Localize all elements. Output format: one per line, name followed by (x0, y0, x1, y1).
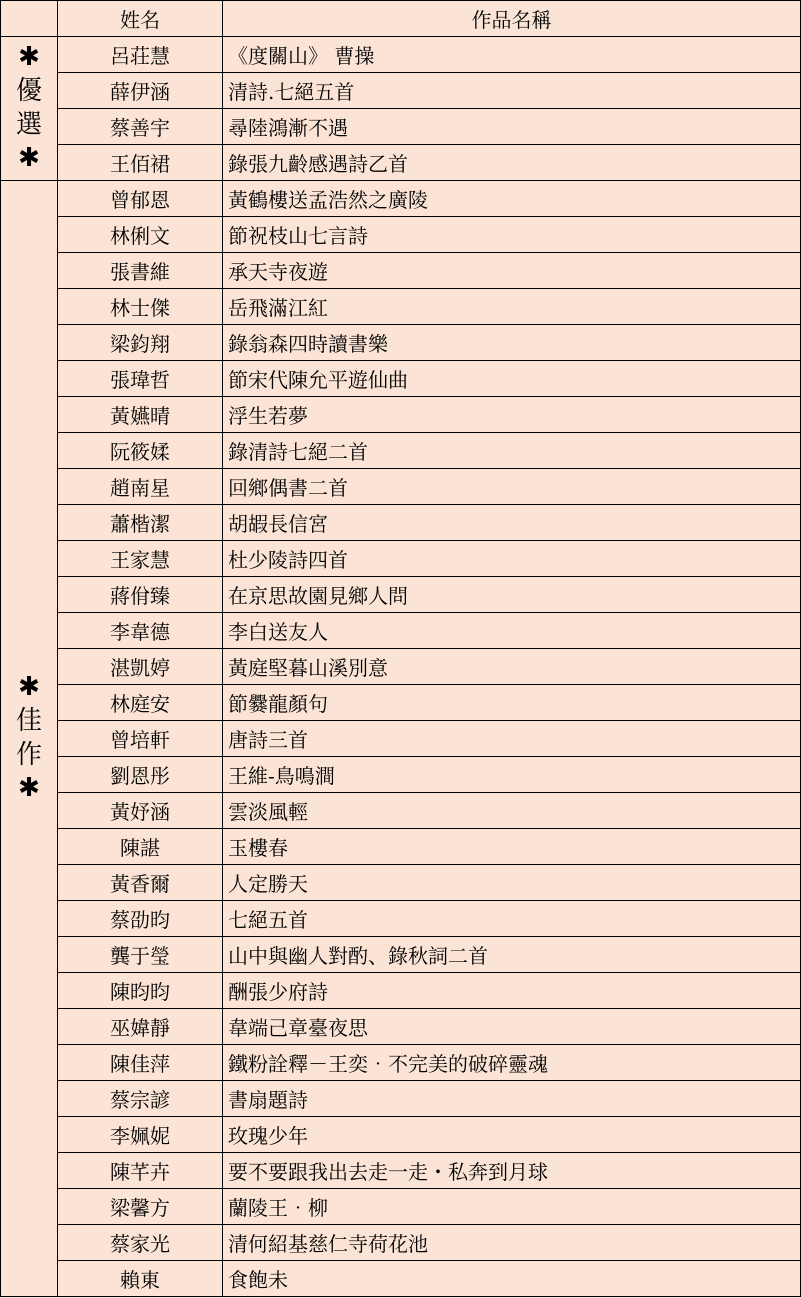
work-title: 岳飛滿江紅 (223, 289, 801, 325)
student-name: 王家慧 (58, 541, 223, 577)
table-row (1, 829, 801, 865)
table-row (1, 793, 801, 829)
table-row (1, 1045, 801, 1081)
work-title: 節祝枝山七言詩 (223, 217, 801, 253)
table-row (1, 433, 801, 469)
student-name: 巫媁靜 (58, 1009, 223, 1045)
student-name: 曾郁恩 (58, 181, 223, 217)
asterisk-icon: ✱ (18, 41, 40, 72)
work-title: 食飽未 (223, 1261, 801, 1297)
table-row (1, 901, 801, 937)
student-name: 呂荘慧 (58, 37, 223, 73)
student-name: 張書維 (58, 253, 223, 289)
table-row (1, 109, 801, 145)
student-name: 蕭楷潔 (58, 505, 223, 541)
table-row (1, 289, 801, 325)
category-char: 作 (15, 739, 42, 770)
student-name: 林庭安 (58, 685, 223, 721)
work-title: 鐵粉詮釋－王奕‧不完美的破碎靈魂 (223, 1045, 801, 1081)
table-row (1, 973, 801, 1009)
work-title: 玫瑰少年 (223, 1117, 801, 1153)
table-row (1, 37, 801, 73)
work-title: 錄張九齡感遇詩乙首 (223, 145, 801, 181)
category-excellent (1, 37, 58, 181)
student-name: 李姵妮 (58, 1117, 223, 1153)
table-row (1, 577, 801, 613)
student-name: 林士傑 (58, 289, 223, 325)
table-row (1, 1009, 801, 1045)
student-name: 黃嬿晴 (58, 397, 223, 433)
work-title: 胡嘏長信宮 (223, 505, 801, 541)
table-row (1, 181, 801, 217)
work-title: 錄清詩七絕二首 (223, 433, 801, 469)
student-name: 龔于瑩 (58, 937, 223, 973)
table-row (1, 505, 801, 541)
table-row (1, 217, 801, 253)
student-name: 賴東 (58, 1261, 223, 1297)
work-title: 唐詩三首 (223, 721, 801, 757)
work-title: 韋端己章臺夜思 (223, 1009, 801, 1045)
table-row (1, 1225, 801, 1261)
work-title: 雲淡風輕 (223, 793, 801, 829)
student-name: 陳芊卉 (58, 1153, 223, 1189)
student-name: 薛伊涵 (58, 73, 223, 109)
student-name: 張瑋哲 (58, 361, 223, 397)
asterisk-icon: ✱ (18, 773, 40, 804)
table-row (1, 613, 801, 649)
student-name: 劉恩彤 (58, 757, 223, 793)
header-row (1, 1, 801, 37)
work-title: 浮生若夢 (223, 397, 801, 433)
work-title: 錄翁森四時讀書樂 (223, 325, 801, 361)
student-name: 蔣佾臻 (58, 577, 223, 613)
work-title: 酬張少府詩 (223, 973, 801, 1009)
table-row (1, 1261, 801, 1297)
table-row (1, 361, 801, 397)
student-name: 李韋德 (58, 613, 223, 649)
work-title: 黃庭堅暮山溪別意 (223, 649, 801, 685)
student-name: 林俐文 (58, 217, 223, 253)
header-blank (1, 1, 58, 37)
student-name: 陳昀昀 (58, 973, 223, 1009)
work-title: 李白送友人 (223, 613, 801, 649)
student-name: 曾培軒 (58, 721, 223, 757)
category-merit (1, 181, 58, 1297)
work-title: 節宋代陳允平遊仙曲 (223, 361, 801, 397)
table-row (1, 1081, 801, 1117)
student-name: 蔡善宇 (58, 109, 223, 145)
table-row (1, 721, 801, 757)
work-title: 節爨龍顏句 (223, 685, 801, 721)
table-row (1, 865, 801, 901)
work-title: 清何紹基慈仁寺荷花池 (223, 1225, 801, 1261)
work-title: 王維-鳥鳴澗 (223, 757, 801, 793)
student-name: 蔡宗諺 (58, 1081, 223, 1117)
category-char: 選 (15, 109, 42, 140)
table-row (1, 1117, 801, 1153)
student-name: 趙南星 (58, 469, 223, 505)
work-title: 回鄉偶書二首 (223, 469, 801, 505)
asterisk-icon: ✱ (18, 143, 40, 174)
header-name: 姓名 (58, 1, 223, 37)
table-row (1, 253, 801, 289)
work-title: 杜少陵詩四首 (223, 541, 801, 577)
student-name: 陳諶 (58, 829, 223, 865)
work-title: 蘭陵王‧柳 (223, 1189, 801, 1225)
student-name: 王佰裙 (58, 145, 223, 181)
student-name: 蔡劭昀 (58, 901, 223, 937)
table-row (1, 73, 801, 109)
table-row (1, 1153, 801, 1189)
table-row (1, 397, 801, 433)
table-row (1, 325, 801, 361)
table-row (1, 649, 801, 685)
category-char: 優 (15, 75, 42, 106)
category-char: 佳 (15, 705, 42, 736)
student-name: 梁鈞翔 (58, 325, 223, 361)
student-name: 黃妤涵 (58, 793, 223, 829)
student-name: 梁馨方 (58, 1189, 223, 1225)
table-row (1, 757, 801, 793)
work-title: 要不要跟我出去走一走・私奔到月球 (223, 1153, 801, 1189)
table-row (1, 145, 801, 181)
table-row (1, 685, 801, 721)
work-title: 尋陸鴻漸不遇 (223, 109, 801, 145)
work-title: 黃鶴樓送孟浩然之廣陵 (223, 181, 801, 217)
work-title: 玉樓春 (223, 829, 801, 865)
work-title: 承天寺夜遊 (223, 253, 801, 289)
work-title: 七絕五首 (223, 901, 801, 937)
table-row (1, 1189, 801, 1225)
work-title: 山中與幽人對酌、錄秋詞二首 (223, 937, 801, 973)
work-title: 清詩.七絕五首 (223, 73, 801, 109)
table-row (1, 541, 801, 577)
student-name: 蔡家光 (58, 1225, 223, 1261)
header-work: 作品名稱 (223, 1, 801, 37)
table-row (1, 937, 801, 973)
work-title: 書扇題詩 (223, 1081, 801, 1117)
student-name: 阮筱媃 (58, 433, 223, 469)
work-title: 在京思故園見鄉人問 (223, 577, 801, 613)
student-name: 黃香爾 (58, 865, 223, 901)
student-name: 湛凱婷 (58, 649, 223, 685)
work-title: 《度關山》 曹操 (223, 37, 801, 73)
asterisk-icon: ✱ (18, 671, 40, 702)
work-title: 人定勝天 (223, 865, 801, 901)
table-row (1, 469, 801, 505)
student-name: 陳佳萍 (58, 1045, 223, 1081)
